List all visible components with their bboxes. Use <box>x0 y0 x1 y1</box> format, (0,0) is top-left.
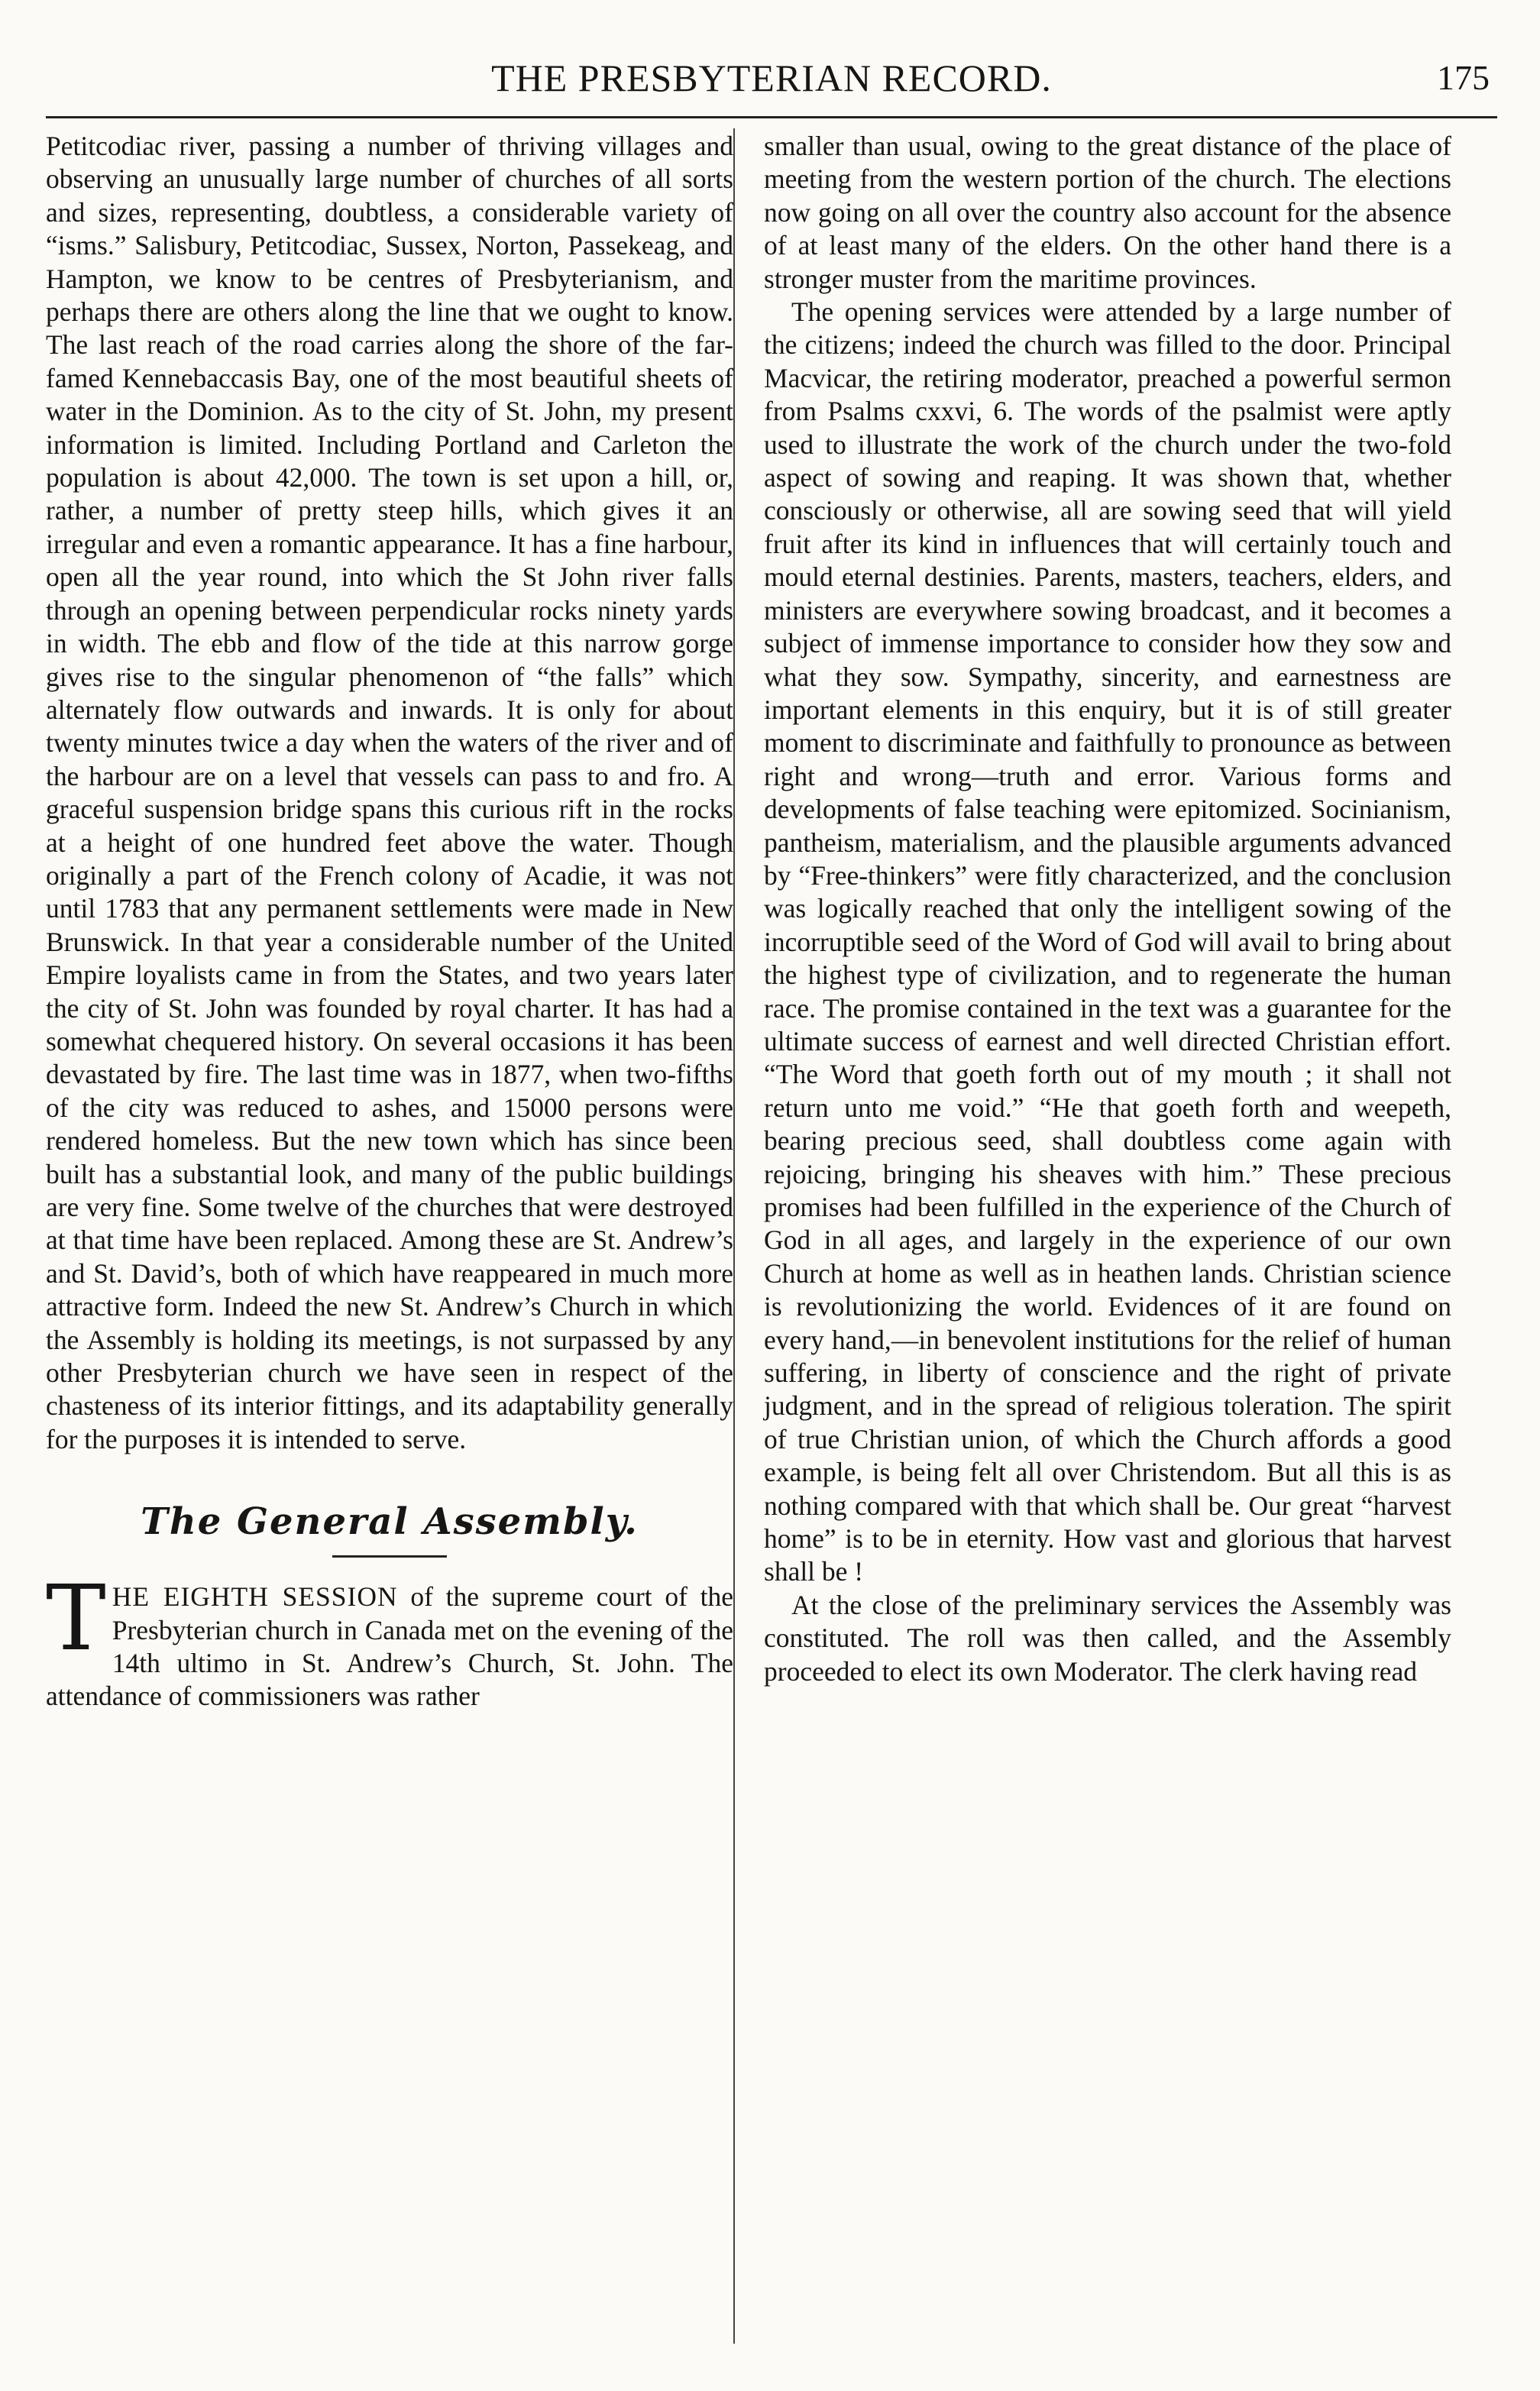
session-caps: HE EIGHTH SESSION <box>112 1581 398 1613</box>
page-header <box>46 53 1497 115</box>
right-column <box>764 130 1451 1688</box>
publication-title: THE PRESBYTERIAN RECORD. <box>491 57 1052 99</box>
page-number: 175 <box>1437 58 1490 97</box>
header-rule <box>46 116 1497 118</box>
paragraph-text: of the supreme court of the Presbyterian church in Canada met on the evening of the 14th ultimo in St. Andrew’s Church, St. John. The attendance of commissioners was rather <box>46 1581 733 1712</box>
heading-rule <box>332 1555 447 1558</box>
drop-cap-letter: T <box>46 1565 106 1671</box>
section-heading: The General Assembly. <box>141 1500 639 1544</box>
column-divider <box>733 128 735 2344</box>
article-paragraph: The opening services were attended by a large number of the citizens; indeed the church was filled to the door. Principal Macvicar, the retiring moderator, preached a powerful sermon from Psalms cxxvi, 6. The words of the psalmist were aptly used to illustrate the work of the church under the two-fold aspect of sowing and reaping. It was shown that, whether consciously or otherwise, all are sowing seed that will yield fruit after its kind in influences that will certainly touch and mould eternal destinies. Parents, masters, teachers, elders, and ministers are everywhere sowing broadcast, and it becomes a subject of immense importance to consider how they sow and what they sow. Sympathy, sincerity, and earnestness are important elements in this enquiry, but it is of still greater moment to discriminate and faithfully to pronounce as between right and wrong—truth and error. Various forms and developments of false teaching were epitomized. Socinianism, pantheism, materialism, and the plausible arguments advanced by “Free-thinkers” were fitly characterized, and the conclusion was logically reached that only the intelligent sowing of the incorruptible seed of the Word of God will avail to bring about the highest type of civilization, and to regenerate the human race. The promise contained in the text was a guarantee for the ultimate success of earnest and well directed Christian effort. “The Word that goeth forth out of my mouth ; it shall not return unto me void.” “He that goeth forth and weepeth, bearing precious seed, shall doubtless come again with rejoicing, bringing his sheaves with him.” These precious promises had been fulfilled in the experience of the Church of God in all ages, and largely in the experience of our own Church at home as well as in heathen lands. Christian science is revolutionizing the world. Evidences of it are found on every hand,—in benevolent institutions for the relief of human suffering, in liberty of conscience and the right of private judgment, and in the spread of religious toleration. The spirit of true Christian union, of which the Church affords a good example, is being felt all over Christendom. But all this is as nothing compared with that which shall be. Our great “harvest home” is to be in eternity. How vast and glorious that harvest shall be ! <box>764 296 1451 1587</box>
article-paragraph: At the close of the preliminary services the Assembly was constituted. The roll was then called, and the Assembly proceeded to elect its own Moderator. The clerk having read <box>764 1589 1451 1687</box>
article-paragraph <box>46 1565 733 1713</box>
article-paragraph: Petitcodiac river, passing a number of thriving villages and observing an unusually large number of churches of all sorts and sizes, representing, doubtless, a considerable variety of “isms.” Salisbury, Petitcodiac, Sussex, Norton, Passekeag, and Hampton, we know to be centres of Presbyterianism, and perhaps there are others along the line that we ought to know. The last reach of the road carries along the shore of the far-famed Kennebaccasis Bay, one of the most beautiful sheets of water in the Dominion. As to the city of St. John, my present information is limited. Including Portland and Carleton the population is about 42,000. The town is set upon a hill, or, rather, a number of pretty steep hills, which gives it an irregular and even a romantic appearance. It has a fine harbour, open all the year round, into which the St John river falls through an opening between perpendicular rocks ninety yards in width. The ebb and flow of the tide at this narrow gorge gives rise to the singular phenomenon of “the falls” which alternately flow outwards and inwards. It is only for about twenty minutes twice a day when the waters of the river and of the harbour are on a level that vessels can pass to and fro. A graceful suspension bridge spans this curious rift in the rocks at a height of one hundred feet above the water. Though originally a part of the French colony of Acadie, it was not until 1783 that any permanent settlements were made in New Brunswick. In that year a considerable number of the United Empire loyalists came in from the States, and two years later the city of St. John was founded by royal charter. It has had a somewhat chequered history. On several occasions it has been devastated by fire. The last time was in 1877, when two-fifths of the city was reduced to ashes, and 15000 persons were rendered homeless. But the new town which has since been built has a substantial look, and many of the public buildings are very fine. Some twelve of the churches that were destroyed at that time have been replaced. Among these are St. Andrew’s and St. David’s, both of which have reappeared in much more attractive form. Indeed the new St. Andrew’s Church in which the Assembly is holding its meetings, is not surpassed by any other Presbyterian church we have seen in respect of the chasteness of its interior fittings, and its adaptability generally for the purposes it is intended to serve. <box>46 131 733 1454</box>
article-paragraph: smaller than usual, owing to the great distance of the place of meeting from the western portion of the church. The elections now going on all over the country also account for the absence of at least many of the elders. On the other hand there is a stronger muster from the maritime provinces. <box>764 131 1451 294</box>
left-column <box>46 130 733 1713</box>
